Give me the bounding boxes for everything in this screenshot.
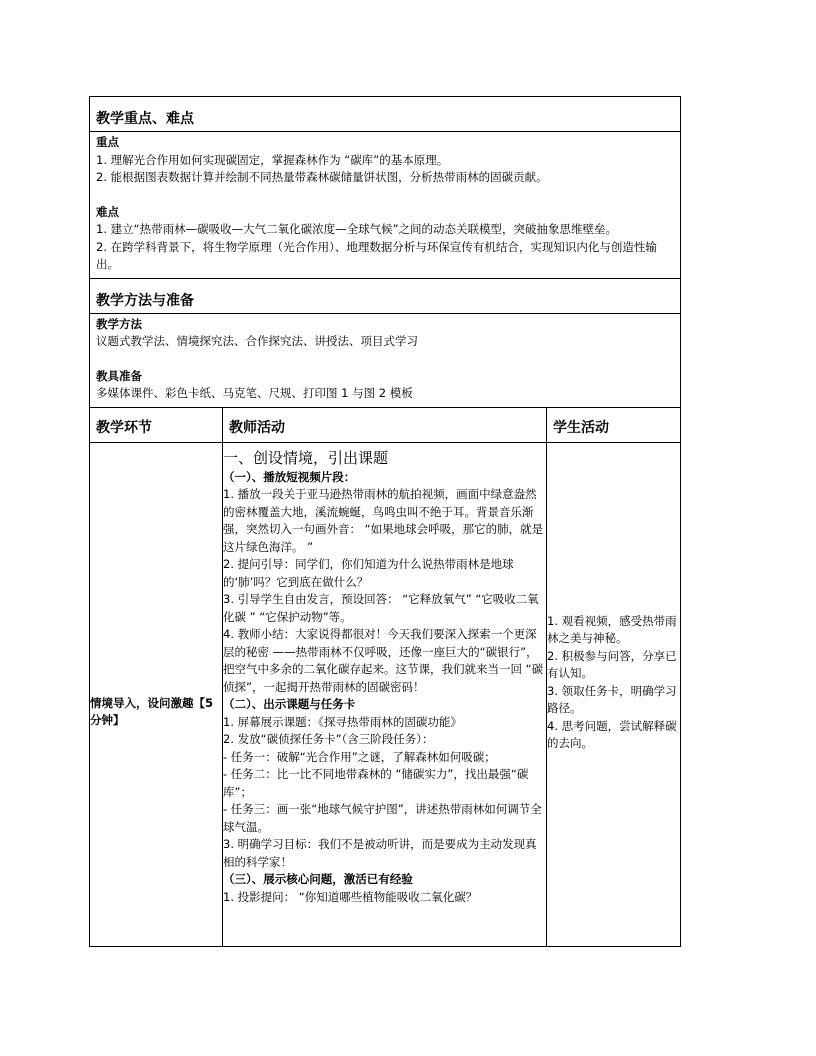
teacher-subheading: （二）、出示课题与任务卡: [223, 697, 356, 711]
method-text: 议题式教学法、情境探究法、合作探究法、讲授法、项目式学习: [96, 334, 418, 348]
focus-item: 1. 理解光合作用如何实现碳固定，掌握森林作为 “碳库”的基本原理。: [96, 152, 449, 167]
teacher-line: 1. 屏幕展示课题：《探寻热带雨林的固碳功能》: [223, 714, 462, 729]
focus-item: 2. 能根据图表数据计算并绘制不同热量带森林碳储量饼状图，分析热带雨林的固碳贡献。: [96, 170, 548, 184]
teacher-line: - 任务三：画一张“地球气候守护图”，讲述热带雨林如何调节全球气温。: [223, 802, 542, 834]
student-activity-cell: [547, 443, 680, 946]
col-header-student: 学生活动: [553, 419, 609, 436]
teacher-subheading: （三）、展示核心问题，激活已有经验: [223, 872, 413, 886]
teacher-line: 3. 引导学生自由发言，预设回答： “它释放氧气” “它吸收二氧化碳 ” “它保护动物”等。: [223, 592, 539, 624]
teacher-line: - 任务二：比一比不同地带森林的 “储碳实力”，找出最强“碳库”；: [223, 767, 529, 799]
teacher-subheading: （一）、播放短视频片段：: [223, 469, 356, 484]
teacher-line: - 任务一：破解“光合作用”之谜，了解森林如何吸碳；: [223, 749, 496, 764]
difficulty-title: 难点: [96, 204, 119, 219]
table-header-row: [90, 408, 680, 443]
difficulty-item: 1. 建立“热带雨林—碳吸收—大气二氧化碳浓度—全球气候”之间的动态关联模型，突破抽象思维壁垒。: [96, 222, 618, 236]
student-line: 1. 观看视频，感受热带雨林之美与神秘。: [547, 613, 677, 645]
focus-title: 重点: [96, 135, 119, 149]
student-line: 2. 积极参与问答，分享已有认知。: [547, 648, 677, 680]
teacher-activity-cell: [223, 443, 547, 946]
lesson-plan-table: [89, 96, 681, 947]
methods-body: [90, 314, 680, 408]
difficulty-item: 2. 在跨学科背景下，将生物学原理（光合作用）、地理数据分析与环保宣传有机结合，实现知识内化与创造性输出。: [96, 239, 657, 271]
teacher-title: 一、创设情境，引出课题: [223, 448, 389, 467]
key-points-heading: 教学重点、难点: [90, 97, 680, 132]
col-header-stage: 教学环节: [90, 408, 223, 442]
key-points-body: [90, 132, 680, 279]
tools-title: 教具准备: [96, 368, 142, 383]
student-line: 4. 思考问题，尝试解释碳的去向。: [547, 718, 677, 750]
teacher-line: 1. 播放一段关于亚马逊热带雨林的航拍视频，画面中绿意盎然的密林覆盖大地，溪流蜿蜒，鸟鸣虫叫不绝于耳。背景音乐渐强，突然切入一句画外音： “如果地球会呼吸，那它的肺，就是这片绿色海洋。 ”: [223, 487, 544, 554]
col-header-teacher: 教师活动: [223, 408, 547, 442]
teacher-line: 2. 发放“碳侦探任务卡”（含三阶段任务）：: [223, 732, 434, 746]
stage-cell: 情境导入，设问激趣【5 分钟】: [90, 443, 223, 946]
teacher-line: 1. 投影提问： “你知道哪些植物能吸收二氧化碳？: [223, 889, 478, 904]
student-line: 3. 领取任务卡，明确学习路径。: [547, 683, 677, 715]
table-row: [90, 443, 680, 946]
teacher-line: 4. 教师小结：大家说得都很对！今天我们要深入探索一个更深层的秘密 ——热带雨林不仅呼吸，还像一座巨大的“碳银行”，把空气中多余的二氧化碳存起来。这节课，我们就来当一回 “碳侦探”，一起揭开热带雨林的固碳密码！: [223, 627, 544, 694]
method-title: 教学方法: [96, 316, 142, 331]
methods-heading: 教学方法与准备: [90, 279, 680, 314]
teacher-line: 2. 提问引导：同学们，你们知道为什么说热带雨林是地球的‘肺’吗？它到底在做什么？: [223, 557, 514, 589]
tools-text: 多媒体课件、彩色卡纸、马克笔、尺规、打印图 1 与图 2 模板: [96, 386, 413, 400]
teacher-line: 3. 明确学习目标：我们不是被动听讲，而是要成为主动发现真相的科学家！: [223, 837, 537, 869]
